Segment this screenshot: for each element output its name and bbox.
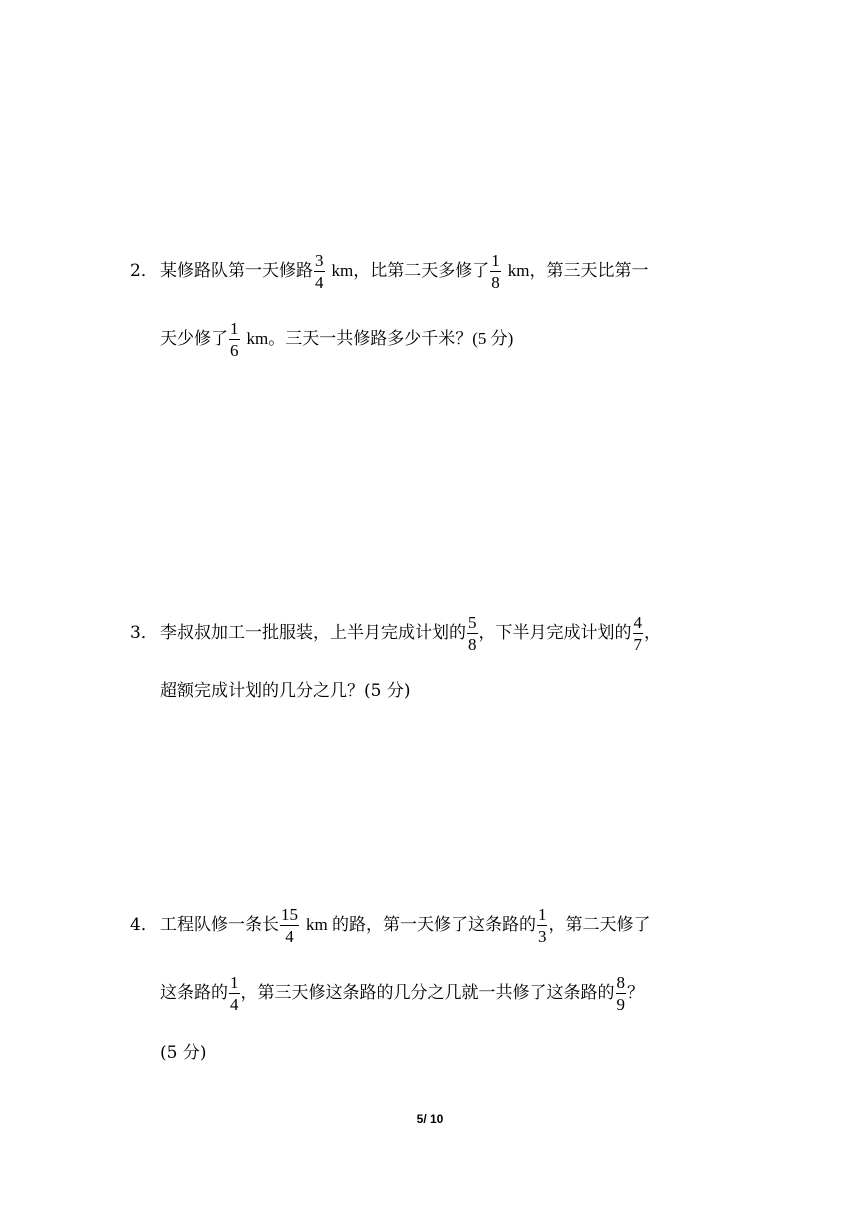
problem-text: ， [644, 623, 661, 643]
fraction [280, 906, 299, 945]
fraction-denominator: 8 [491, 273, 500, 292]
problem-text: 李叔叔加工一批服装，上半月完成计划的 [160, 623, 466, 643]
problem-text: ？ [627, 983, 644, 1003]
problem-text: 工程队修一条长 [160, 915, 279, 935]
fraction-denominator: 6 [230, 341, 239, 360]
fraction-denominator: 4 [285, 927, 294, 946]
fraction [229, 320, 240, 359]
problem-text: ，下半月完成计划的 [478, 623, 632, 643]
fraction-denominator: 4 [230, 995, 239, 1014]
problem-4-line-1 [130, 902, 651, 948]
problem-4-line-3 [160, 1030, 206, 1076]
problem-text: 这条路的 [160, 983, 228, 1003]
fraction [616, 974, 627, 1013]
problem-text: km，第三天比第一 [507, 261, 649, 280]
problem-2-line-1 [130, 248, 649, 294]
fraction-numerator: 15 [281, 905, 298, 924]
problem-number: 4． [130, 915, 158, 935]
fraction [537, 906, 548, 945]
fraction-denominator: 8 [468, 635, 477, 654]
problem-text: km，比第二天多修了 [331, 261, 490, 280]
page-number: 5/ 10 [416, 1112, 444, 1126]
fraction [467, 614, 478, 653]
fraction [314, 252, 325, 291]
fraction-numerator: 4 [633, 613, 642, 632]
fraction-numerator: 1 [230, 973, 239, 992]
fraction-numerator: 1 [491, 251, 500, 270]
problem-3-line-2 [160, 668, 410, 714]
fraction-denominator: 7 [633, 635, 642, 654]
fraction [490, 252, 501, 291]
problem-4-line-2 [160, 970, 644, 1016]
fraction-numerator: 3 [315, 251, 324, 270]
problem-number: 3． [130, 623, 158, 643]
problem-text: ，第二天修了 [548, 915, 651, 935]
problem-text: 某修路队第一天修路 [160, 261, 313, 281]
problem-text: km 的路，第一天修了这条路的 [306, 915, 536, 934]
fraction-numerator: 8 [616, 973, 625, 992]
problem-text: 超额完成计划的几分之几？(5 分) [160, 681, 411, 701]
fraction-denominator: 9 [616, 995, 625, 1014]
problem-text: 天少修了 [160, 329, 228, 349]
problem-text: km。三天一共修路多少千米？(5 分) [246, 329, 514, 348]
fraction-numerator: 1 [537, 905, 547, 924]
fraction-numerator: 1 [230, 319, 239, 338]
problem-2-line-2 [160, 316, 513, 362]
problem-text: ，第三天修这条路的几分之几就一共修了这条路的 [240, 983, 615, 1003]
fraction [633, 614, 644, 653]
problem-number: 2． [130, 261, 158, 281]
fraction [229, 974, 240, 1013]
problem-3-line-1 [130, 610, 661, 656]
problem-text: (5 分) [160, 1043, 207, 1063]
fraction-numerator: 5 [468, 613, 477, 632]
fraction-denominator: 3 [537, 927, 547, 946]
fraction-denominator: 4 [315, 273, 324, 292]
